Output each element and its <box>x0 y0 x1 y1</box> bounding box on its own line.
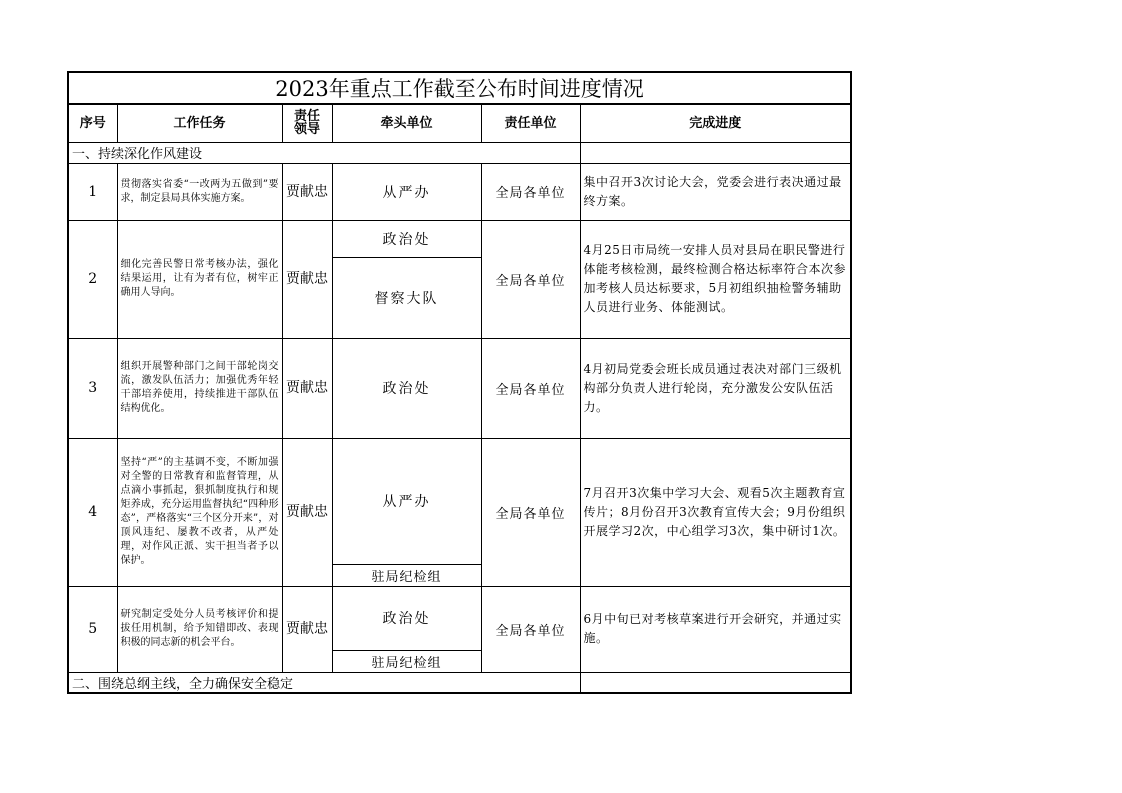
table-row <box>68 220 851 257</box>
header-task: 工作任务 <box>117 104 282 142</box>
table-row <box>68 586 851 650</box>
row-resp-unit: 全局各单位 <box>481 163 580 220</box>
table-row <box>68 438 851 564</box>
row-progress: 4月25日市局统一安排人员对县局在职民警进行体能考核检测，最终检测合格达标率符合本次参加考核人员达标要求，5月初组织抽检警务辅助人员进行业务、体能测试。 <box>580 220 851 338</box>
row-lead-unit: 政治处 <box>332 586 481 650</box>
row-leader: 贾献忠 <box>282 163 332 220</box>
header-resp-unit: 责任单位 <box>481 104 580 142</box>
row-progress: 6月中旬已对考核草案进行开会研究，并通过实施。 <box>580 586 851 672</box>
section-heading-1: 一、持续深化作风建设 <box>68 142 580 163</box>
section-heading-2-empty <box>580 672 851 693</box>
row-leader: 贾献忠 <box>282 338 332 438</box>
row-task: 组织开展警种部门之间干部轮岗交流，激发队伍活力；加强优秀年轻干部培养使用，持续推进干部队伍结构优化。 <box>117 338 282 438</box>
row-index: 4 <box>68 438 117 586</box>
row-lead-unit: 督察大队 <box>332 257 481 338</box>
row-resp-unit: 全局各单位 <box>481 438 580 586</box>
row-index: 1 <box>68 163 117 220</box>
row-lead-unit: 驻局纪检组 <box>332 650 481 672</box>
row-resp-unit: 全局各单位 <box>481 338 580 438</box>
row-task: 坚持“严”的主基调不变，不断加强对全警的日常教育和监督管理，从点滴小事抓起，狠抓制度执行和规矩养成，充分运用监督执纪“四种形态”，严格落实“三个区分开来”，对顶风违纪、屡教不改者，从严处理，对作风正派、实干担当者予以保护。 <box>117 438 282 586</box>
row-index: 3 <box>68 338 117 438</box>
row-task: 贯彻落实省委“一改两为五做到”要求，制定县局具体实施方案。 <box>117 163 282 220</box>
header-lead-unit: 牵头单位 <box>332 104 481 142</box>
row-progress: 4月初局党委会班长成员通过表决对部门三级机构部分负责人进行轮岗，充分激发公安队伍活力。 <box>580 338 851 438</box>
table-row <box>68 163 851 220</box>
row-resp-unit: 全局各单位 <box>481 220 580 338</box>
row-resp-unit: 全局各单位 <box>481 586 580 672</box>
section-heading-1-empty <box>580 142 851 163</box>
row-task: 研究制定受处分人员考核评价和提拔任用机制，给予知错即改、表现积极的同志新的机会平台。 <box>117 586 282 672</box>
row-index: 2 <box>68 220 117 338</box>
progress-table <box>67 71 852 694</box>
row-lead-unit: 从严办 <box>332 163 481 220</box>
row-lead-unit: 政治处 <box>332 220 481 257</box>
table-title: 2023年重点工作截至公布时间进度情况 <box>68 72 851 104</box>
row-lead-unit: 驻局纪检组 <box>332 564 481 586</box>
row-progress: 7月召开3次集中学习大会、观看5次主题教育宣传片；8月份召开3次教育宣传大会；9月份组织开展学习2次，中心组学习3次，集中研讨1次。 <box>580 438 851 586</box>
row-leader: 贾献忠 <box>282 438 332 586</box>
row-index: 5 <box>68 586 117 672</box>
row-task: 细化完善民警日常考核办法，强化结果运用，让有为者有位，树牢正确用人导向。 <box>117 220 282 338</box>
row-lead-unit: 政治处 <box>332 338 481 438</box>
row-progress: 集中召开3次讨论大会，党委会进行表决通过最终方案。 <box>580 163 851 220</box>
section-heading-2: 二、围绕总纲主线，全力确保安全稳定 <box>68 672 580 693</box>
header-leader: 责任领导 <box>282 104 332 142</box>
row-leader: 贾献忠 <box>282 220 332 338</box>
table-row <box>68 338 851 438</box>
row-leader: 贾献忠 <box>282 586 332 672</box>
header-progress: 完成进度 <box>580 104 851 142</box>
header-index: 序号 <box>68 104 117 142</box>
row-lead-unit: 从严办 <box>332 438 481 564</box>
